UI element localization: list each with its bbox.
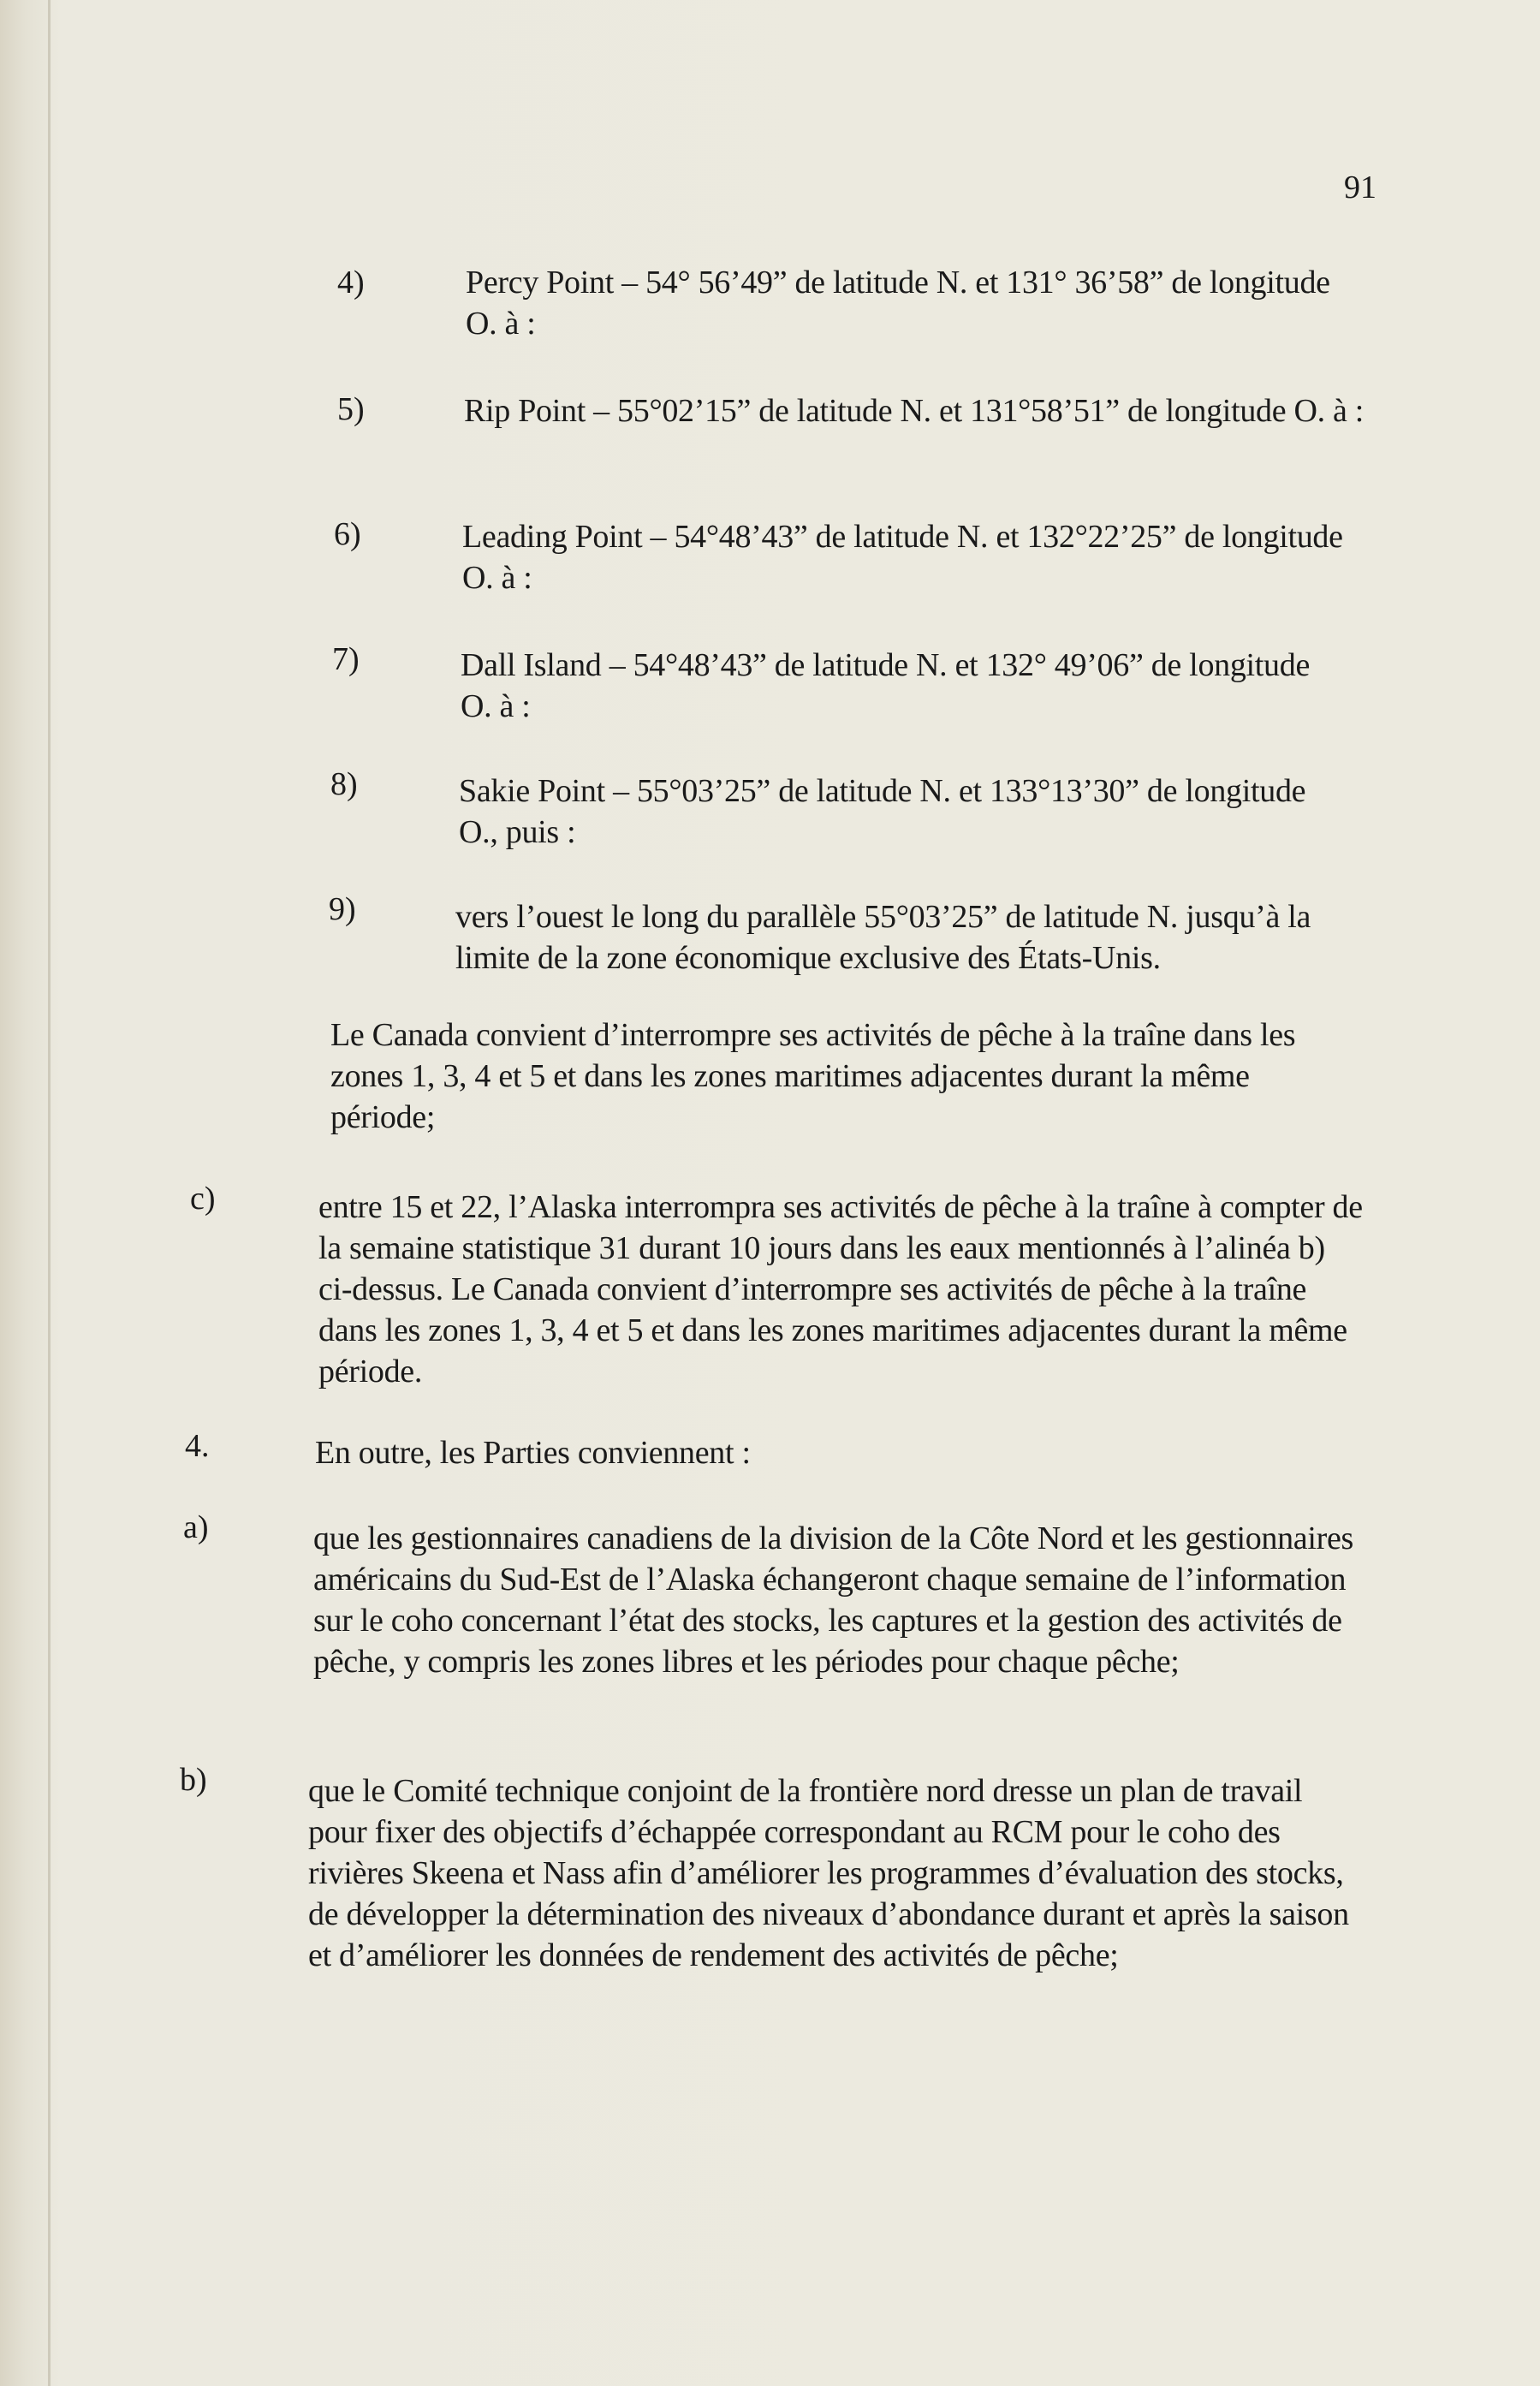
item-a-text: que les gestionnaires canadiens de la division de la Côte Nord et les gestionnaires américains du Sud-Est de l’Alaska échangeront chaque semaine de l’information sur le coho concernant l’état des stocks, les captures et la gestion des activités de pêche, y compris les zones libres et les périodes pour chaque pêche; [313,1520,1354,1680]
item-number: 7) [332,641,360,677]
item-letter: b) [180,1762,207,1798]
coordinate-item-text: Sakie Point – 55°03’25” de latitude N. et 133°13’30” de longitude O., puis : [459,773,1306,850]
coordinate-item-text: Percy Point – 54° 56’49” de latitude N. et 131° 36’58” de longitude O. à : [466,265,1330,342]
item-number: 5) [337,391,365,427]
item-number: 6) [334,516,361,552]
item-number: 8) [330,766,358,802]
coordinate-item-text: vers l’ouest le long du parallèle 55°03’25” de latitude N. jusqu’à la limite de la zone économique exclusive des États-Unis. [455,899,1311,976]
section-4-intro: En outre, les Parties conviennent : [315,1435,751,1471]
coordinate-item-text: Rip Point – 55°02’15” de latitude N. et 131°58’51” de longitude O. à : [464,393,1365,429]
coordinate-item-text: Dall Island – 54°48’43” de latitude N. et 132° 49’06” de longitude O. à : [461,647,1311,724]
item-number: 4) [337,265,365,300]
section-number: 4. [185,1428,210,1464]
page-number: 91 [1344,170,1376,205]
item-letter: a) [183,1509,209,1545]
coordinate-item-text: Leading Point – 54°48’43” de latitude N. et 132°22’25” de longitude O. à : [462,519,1343,596]
item-number: 9) [329,891,356,927]
canada-paragraph: Le Canada convient d’interrompre ses activités de pêche à la traîne dans les zones 1, 3, 4 et 5 et dans les zones maritimes adjacentes durant la même période; [330,1017,1296,1135]
page-binding-edge [48,0,51,2386]
item-b-text: que le Comité technique conjoint de la frontière nord dresse un plan de travail pour fixer des objectifs d’échappée correspondant au RCM pour le coho des rivières Skeena et Nass afin d’améliorer les programmes d’évaluation des stocks, de développer la détermination des niveaux d’abondance durant et après la saison et d’améliorer les données de rendement des activités de pêche; [308,1773,1349,1973]
item-letter: c) [190,1181,216,1217]
item-c-text: entre 15 et 22, l’Alaska interrompra ses activités de pêche à la traîne à compter de la semaine statistique 31 durant 10 jours dans les eaux mentionnés à l’alinéa b) ci-dessus. Le Canada convient d’interrompre ses activités de pêche à la traîne dans les zones 1, 3, 4 et 5 et dans les zones maritimes adjacentes durant la même période. [318,1189,1363,1389]
